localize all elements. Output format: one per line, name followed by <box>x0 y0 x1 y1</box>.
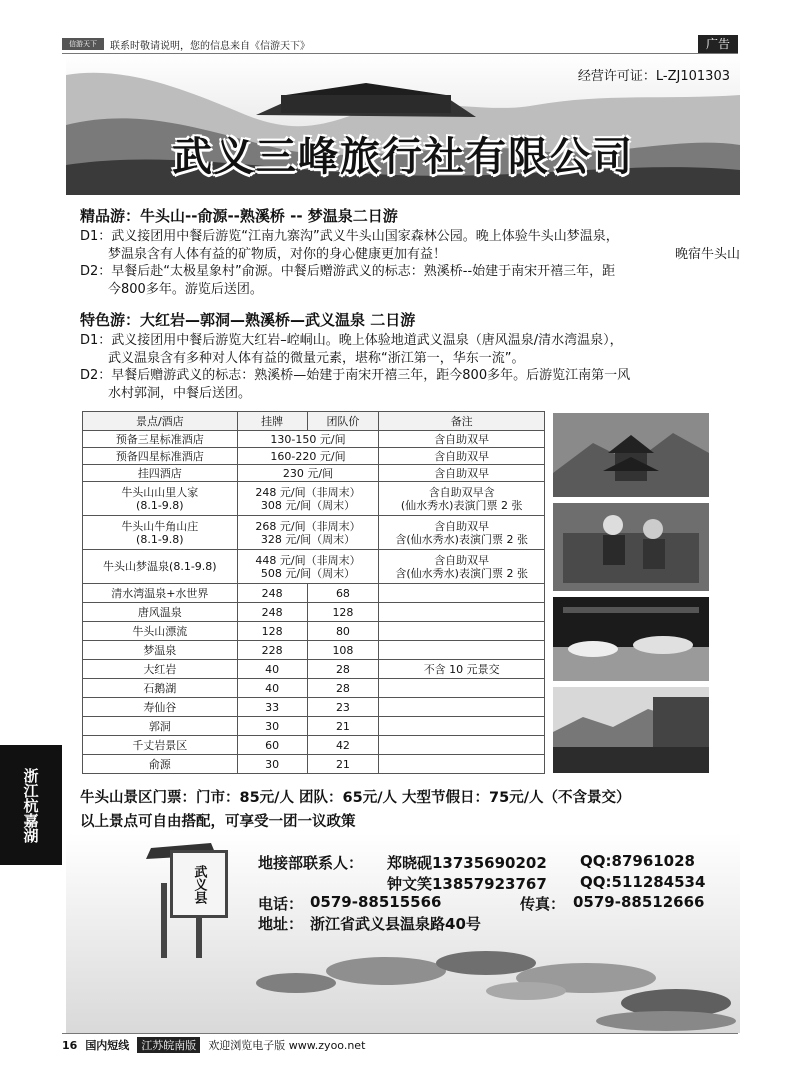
table-row <box>83 679 545 698</box>
spot-note <box>379 755 545 774</box>
hotel-note <box>379 482 545 516</box>
spot-name: 唐风温泉 <box>83 603 238 622</box>
tour1-day1: D1：武义接团用中餐后游览“江南九寨沟”武义牛头山国家森林公园。晚上体验牛头山梦温泉， <box>80 229 619 244</box>
spot-note <box>379 584 545 603</box>
section-name: 国内短线 <box>85 1039 130 1052</box>
price-weekend: 508 元/间（周末） <box>260 566 356 580</box>
hotel-price <box>237 482 379 516</box>
spot-name: 梦温泉 <box>83 641 238 660</box>
tour2-itinerary <box>80 332 740 402</box>
address-text: 浙江省武义县温泉路40号 <box>310 915 481 933</box>
table-row <box>83 660 545 679</box>
hotel-note: 含自助双早 <box>379 431 545 448</box>
spot-group-price: 23 <box>307 698 379 717</box>
spot-name: 清水湾温泉+水世界 <box>83 584 238 603</box>
hotel-note: 含自助双早 <box>379 465 545 482</box>
table-header-row <box>83 412 545 431</box>
spot-group-price: 128 <box>307 603 379 622</box>
table-row <box>83 755 545 774</box>
edition-badge: 江苏皖南版 <box>137 1037 200 1053</box>
price-weekend: 328 元/间（周末） <box>260 532 356 546</box>
tel-label: 电话： <box>258 895 304 913</box>
table-header: 挂牌 <box>237 412 307 431</box>
spot-name: 牛头山漂流 <box>83 622 238 641</box>
table-header: 团队价 <box>307 412 379 431</box>
magazine-logo: 信游天下 <box>62 38 104 50</box>
contact-label: 地接部联系人： <box>258 854 364 872</box>
note-line: (仙水秀水)表演门票 2 张 <box>400 498 523 512</box>
spot-list-price: 40 <box>237 679 307 698</box>
table-row <box>83 603 545 622</box>
tour1-day2: D2：早餐后赴“太极星象村”俞源。中餐后赠游武义的标志：熟溪桥--始建于南宋开禧三年，距 <box>80 264 616 279</box>
address-label: 地址： <box>258 915 304 933</box>
ticket-price-line: 牛头山景区门票：门市：85元/人 团队：65元/人 大型节假日：75元/人（不含景交） <box>80 790 631 806</box>
hotel-name: 预备三星标准酒店 <box>83 431 238 448</box>
spot-list-price: 248 <box>237 584 307 603</box>
table-row <box>83 448 545 465</box>
spot-group-price: 21 <box>307 755 379 774</box>
spot-list-price: 248 <box>237 603 307 622</box>
tour1-title: 精品游：牛头山--俞源--熟溪桥 -- 梦温泉二日游 <box>80 207 398 225</box>
note-line: 含自助双早含 <box>428 485 495 499</box>
note-line: 含(仙水秀水)表演门票 2 张 <box>395 532 528 546</box>
page-number: 16 <box>62 1038 78 1052</box>
spot-note <box>379 698 545 717</box>
price-weekday: 248 元/间（非周末） <box>255 485 361 499</box>
price-weekday: 268 元/间（非周末） <box>255 519 361 533</box>
table-row <box>83 550 545 584</box>
table-row <box>83 736 545 755</box>
spot-name: 大红岩 <box>83 660 238 679</box>
hero-banner <box>66 55 740 195</box>
spot-name: 俞源 <box>83 755 238 774</box>
spot-group-price: 108 <box>307 641 379 660</box>
spot-group-price: 28 <box>307 660 379 679</box>
tour1-itinerary <box>80 228 740 298</box>
hotel-name-line: 牛头山牛角山庄 <box>121 519 199 533</box>
spot-list-price: 30 <box>237 717 307 736</box>
spot-name: 千丈岩景区 <box>83 736 238 755</box>
fax-number: 0579-88512666 <box>573 893 705 911</box>
page-footer <box>62 1033 738 1056</box>
policy-line: 以上景点可自由搭配，可享受一团一议政策 <box>80 814 356 830</box>
notice-text: 联系时敬请说明，您的信息来自《信游天下》 <box>110 40 310 52</box>
pool-photo <box>553 687 709 773</box>
ad-tag: 广告 <box>698 35 738 53</box>
hotel-price: 160-220 元/间 <box>237 448 379 465</box>
business-license: 经营许可证：L-ZJ101303 <box>577 69 730 84</box>
tour2-day2-cont: 水村郭洞，中餐后送团。 <box>108 385 252 401</box>
tour2-day2: D2：早餐后赠游武义的标志：熟溪桥—始建于南宋开禧三年，距今800多年。后游览江南第一风 <box>80 368 631 383</box>
fax-label: 传真： <box>520 895 566 913</box>
spot-list-price: 228 <box>237 641 307 660</box>
tour2-day1: D1：武义接团用中餐后游览大红岩–崆峒山。晚上体验地道武义温泉（唐风温泉/清水湾温泉）， <box>80 333 623 348</box>
tel-number: 0579-88515566 <box>310 893 442 911</box>
contact-person-1: 郑晓砚13735690202 <box>387 854 547 872</box>
hotel-note: 含自助双早 <box>379 448 545 465</box>
spot-group-price: 68 <box>307 584 379 603</box>
table-row <box>83 431 545 448</box>
hotel-name-line: 牛头山山里人家 <box>121 485 199 499</box>
spot-note: 不含 10 元景交 <box>379 660 545 679</box>
hotel-note <box>379 516 545 550</box>
spot-list-price: 40 <box>237 660 307 679</box>
spot-name: 郭洞 <box>83 717 238 736</box>
region-side-tab: 浙江杭嘉湖 <box>0 745 62 865</box>
table-row <box>83 465 545 482</box>
spot-list-price: 33 <box>237 698 307 717</box>
spot-name: 石鹅湖 <box>83 679 238 698</box>
hotel-name: 预备四星标准酒店 <box>83 448 238 465</box>
price-weekend: 308 元/间（周末） <box>260 498 356 512</box>
spot-name: 寿仙谷 <box>83 698 238 717</box>
table-row <box>83 516 545 550</box>
tour2-day1-cont: 武义温泉含有多种对人体有益的微量元素，堪称“浙江第一，华东一流”。 <box>108 350 525 366</box>
spot-list-price: 128 <box>237 622 307 641</box>
spot-note <box>379 717 545 736</box>
spot-list-price: 30 <box>237 755 307 774</box>
tour1-day1-stay: 晚宿牛头山 <box>674 246 740 262</box>
spot-group-price: 28 <box>307 679 379 698</box>
table-row <box>83 717 545 736</box>
contact-qq-1: QQ:87961028 <box>580 852 695 870</box>
tour1-day2-cont: 今800多年。游览后送团。 <box>108 281 263 297</box>
footer-tagline: 欢迎浏览电子版 www.zyoo.net <box>208 1039 366 1052</box>
table-row <box>83 698 545 717</box>
workers-photo <box>553 503 709 591</box>
contact-qq-2: QQ:511284534 <box>580 873 706 891</box>
spot-note <box>379 641 545 660</box>
wooden-sign: 武义县 <box>170 850 228 918</box>
hotel-price <box>237 516 379 550</box>
hotel-price: 230 元/间 <box>237 465 379 482</box>
table-row <box>83 641 545 660</box>
company-name: 武义三峰旅行社有限公司 <box>172 134 634 180</box>
price-weekday: 448 元/间（非周末） <box>255 553 361 567</box>
hotel-note <box>379 550 545 584</box>
note-line: 含自助双早 <box>434 519 490 533</box>
spot-note <box>379 679 545 698</box>
contact-person-2: 钟文笑13857923767 <box>387 875 547 893</box>
hotel-name: 牛头山梦温泉(8.1-9.8) <box>83 550 238 584</box>
spot-note <box>379 603 545 622</box>
spot-group-price: 21 <box>307 717 379 736</box>
hotel-price: 130-150 元/间 <box>237 431 379 448</box>
table-header: 备注 <box>379 412 545 431</box>
tour1-day1-cont: 梦温泉含有人体有益的矿物质，对你的身心健康更加有益！ <box>108 246 447 262</box>
table-row <box>83 584 545 603</box>
pavilion-photo <box>553 413 709 497</box>
hotel-date-line: (8.1-9.8) <box>136 498 184 512</box>
spot-group-price: 42 <box>307 736 379 755</box>
hotel-price <box>237 550 379 584</box>
spot-list-price: 60 <box>237 736 307 755</box>
note-line: 含(仙水秀水)表演门票 2 张 <box>395 566 528 580</box>
table-row <box>83 622 545 641</box>
table-header: 景点/酒店 <box>83 412 238 431</box>
hot-spring-photo <box>553 597 709 681</box>
hotel-name <box>83 482 238 516</box>
note-line: 含自助双早 <box>434 553 490 567</box>
hotel-name: 挂四酒店 <box>83 465 238 482</box>
spot-note <box>379 736 545 755</box>
spot-group-price: 80 <box>307 622 379 641</box>
price-table <box>82 411 545 774</box>
tour2-title: 特色游：大红岩—郭洞—熟溪桥—武义温泉 二日游 <box>80 311 416 329</box>
hotel-date-line: (8.1-9.8) <box>136 532 184 546</box>
hotel-name <box>83 516 238 550</box>
top-notice-bar <box>62 35 738 54</box>
spot-note <box>379 622 545 641</box>
table-row <box>83 482 545 516</box>
